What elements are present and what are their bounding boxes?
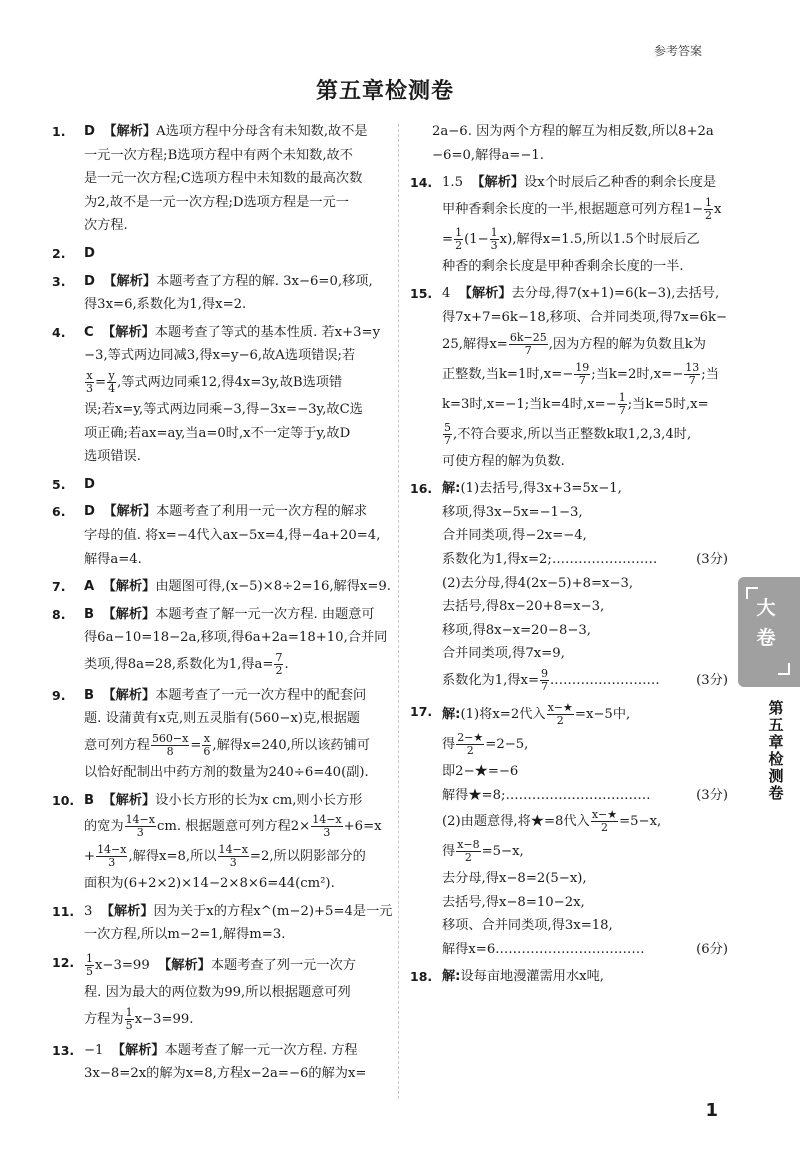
text-line: 本题考查了利用一元一次方程的解求 (156, 504, 368, 520)
fraction: $\frac{x-8}{2}$ (457, 838, 480, 865)
answer-value: 1.5 (442, 175, 463, 191)
text-seg: ,解得x=8,所以 (128, 849, 217, 865)
question-15 (410, 282, 728, 473)
fraction: $\frac{6k-25}{7}$ (509, 330, 547, 357)
question-number: 2. (52, 245, 66, 261)
fraction: $\frac{x-★}{2}$ (547, 700, 573, 727)
text-seg: x (714, 201, 722, 217)
text-line: 去分母,得7(x+1)=6(k−3),去括号, (511, 286, 720, 302)
page-number: 1 (705, 1100, 718, 1121)
text-seg: 解得x=6. (442, 941, 500, 957)
question-number: 3. (52, 273, 66, 289)
text-seg: ,等式两边同乘12,得4x=3y,故B选项错 (117, 374, 343, 390)
question-4 (52, 321, 390, 469)
side-char: 第 (768, 699, 784, 717)
fraction: $\frac{1}{5}$ (86, 952, 93, 979)
left-column (52, 120, 393, 1090)
text-seg: =5−x, (619, 814, 662, 830)
question-number: 8. (52, 606, 66, 622)
analysis-tag: 【解析】 (102, 324, 155, 340)
text-line: 合并同类项,得7x=9, (442, 646, 565, 662)
text-line: −3,等式两边同减3,得x=y−6,故A选项错误;若 (84, 348, 356, 364)
side-char: 检 (768, 750, 784, 768)
side-char: 卷 (768, 784, 784, 802)
answer-value: −1 (84, 1042, 104, 1058)
fraction: $\frac{14-x}{3}$ (125, 813, 155, 840)
text-line: 字母的值. 将x=−4代入ax−5x=4,得−4a+20=4, (84, 527, 381, 543)
text-seg: 系数化为1,得x= (442, 672, 540, 688)
text-seg: +6=x (343, 819, 382, 835)
answer-letter: D (84, 124, 95, 139)
fraction: $\frac{1}{3}$ (490, 225, 498, 252)
text-seg: ;当k=5时,x= (627, 396, 709, 412)
text-line: A选项方程中分母含有未知数,故不是 (156, 124, 368, 139)
text-seg: 系数化为1,得x=2; (442, 551, 552, 567)
question-16 (410, 477, 728, 696)
answer-letter: C (84, 324, 94, 340)
fraction: $\frac{13}{7}$ (685, 360, 700, 387)
text-seg: (1− (464, 231, 489, 247)
text-seg: ;当k=2时,x=− (591, 366, 684, 382)
text-line: 合并同类项,得−2x=−4, (442, 528, 587, 544)
answer-letter: D (84, 245, 95, 261)
question-13-continued (410, 120, 728, 167)
text-line: 因为关于x的方程x^(m−2)+5=4是一元 (153, 903, 393, 919)
text-seg: 解得★=8; (442, 787, 506, 803)
fraction: $\frac{x}{3}$ (86, 368, 93, 395)
analysis-tag: 【解析】 (103, 124, 157, 139)
text-line: 一次方程,所以m−2=1,解得m=3. (84, 927, 286, 943)
question-18 (410, 965, 728, 989)
text-line: 题. 设蒲黄有x克,则五灵脂有(560−x)克,根据题 (84, 711, 360, 727)
text-line: 选项错误. (84, 449, 141, 465)
text-line: 由题图可得,(x−5)×8÷2=16,解得x=9. (155, 579, 392, 595)
text-line: 得6a−10=18−2a,移项,得6a+2a=18+10,合并同 (84, 630, 388, 646)
text-line: 得3x=6,系数化为1,得x=2. (84, 297, 247, 313)
text-seg: ,不符合要求,所以当正整数k取1,2,3,4时, (453, 426, 692, 442)
text-line: −6=0,解得a=−1. (432, 147, 544, 163)
text-line: 去括号,得8x−20+8=x−3, (442, 599, 605, 615)
text-line: 移项,得3x−5x=−1−3, (442, 504, 583, 520)
question-number: 5. (52, 476, 66, 492)
text-line: 种香的剩余长度是甲种香剩余长度的一半. (442, 258, 684, 274)
fraction: $\frac{1}{2}$ (455, 225, 463, 252)
question-11 (52, 900, 393, 947)
text-seg: 甲种香剩余长度的一半,根据题意可列方程1− (442, 201, 704, 217)
score: (3分) (696, 672, 728, 688)
question-9 (52, 684, 390, 785)
text-seg: ,因为方程的解为负数且k为 (548, 336, 706, 352)
text-line: 去括号,得x−8=10−2x, (442, 894, 585, 910)
text-line: 为2,故不是一元一次方程;D选项方程是一元一 (84, 194, 349, 210)
answer-letter: D (84, 476, 95, 492)
answer-value: x−3=99 (95, 958, 150, 974)
text-seg: =2,所以阴影部分的 (249, 849, 366, 865)
text-line: 去分母,得x−8=2(5−x), (442, 871, 587, 887)
text-line: 次方程. (84, 218, 128, 234)
answer-letter: B (84, 792, 95, 808)
side-char: 测 (768, 767, 784, 785)
text-line: 一元一次方程;B选项方程中有两个未知数,故不 (84, 147, 353, 163)
analysis-tag: 【解析】 (158, 958, 211, 974)
fraction: $\frac{14-x}{3}$ (97, 843, 127, 870)
analysis-tag: 【解析】 (458, 286, 512, 302)
text-line: 本题考查了等式的基本性质. 若x+3=y (154, 324, 381, 340)
side-char: 章 (768, 733, 784, 751)
text-seg: x−3=99. (134, 1011, 194, 1027)
question-1 (52, 120, 390, 238)
score: (3分) (696, 787, 728, 803)
text-seg: = (95, 374, 107, 390)
question-number: 7. (52, 579, 66, 595)
dot-leader: …………………………… (499, 941, 645, 957)
text-seg: 得 (442, 736, 456, 752)
text-seg: =2−5, (485, 736, 529, 752)
question-number: 16. (410, 481, 433, 497)
answer-value: 4 (442, 286, 451, 302)
solution-tag: 解: (442, 706, 461, 722)
text-seg: ,解得x=240,所以该药铺可 (212, 738, 370, 754)
fraction: $\frac{19}{7}$ (575, 360, 590, 387)
text-seg: 方程为 (84, 1011, 124, 1027)
answer-letter: D (84, 504, 95, 520)
analysis-tag: 【解析】 (111, 1042, 165, 1058)
fraction: $\frac{1}{7}$ (618, 390, 626, 417)
question-number: 6. (52, 504, 66, 520)
text-seg: 本题考查了列一元一次方 (210, 958, 356, 974)
question-number: 11. (52, 903, 75, 919)
text-seg: (2)由题意得,将★=8代入 (442, 814, 590, 830)
fraction: $\frac{9}{7}$ (541, 666, 549, 693)
text-line: 以恰好配制出中药方剂的数量为240÷6=40(副). (84, 765, 369, 781)
fraction: $\frac{1}{2}$ (705, 195, 713, 222)
text-line: 本题考查了方程的解. 3x−6=0,移项, (156, 273, 373, 289)
fraction: $\frac{2-★}{2}$ (457, 730, 484, 757)
dot-leader: …………………………… (505, 787, 651, 803)
analysis-tag: 【解析】 (103, 273, 157, 289)
text-line: 可使方程的解为负数. (442, 453, 565, 469)
question-number: 12. (52, 955, 75, 971)
question-10 (52, 789, 390, 896)
text-line: 本题考查了一元一次方程中的配套问 (155, 687, 367, 703)
text-line: (2)去分母,得4(2x−5)+8=x−3, (442, 575, 634, 591)
score: (6分) (696, 941, 728, 957)
text-seg: cm. 根据题意可列方程2× (156, 819, 311, 835)
question-13 (52, 1039, 390, 1086)
text-seg: k=3时,x=−1;当k=4时,x=− (442, 396, 617, 412)
text-line: 设小长方形的长为x cm,则小长方形 (155, 792, 363, 808)
question-number: 4. (52, 324, 66, 340)
question-number: 1. (52, 124, 66, 139)
question-2 (52, 242, 390, 266)
fraction: $\frac{560-x}{8}$ (151, 732, 189, 759)
fraction: $\frac{5}{7}$ (444, 420, 451, 447)
answer-letter: B (84, 687, 95, 703)
text-seg: 的宽为 (84, 819, 124, 835)
bracket-decoration (778, 663, 790, 675)
text-seg: 类项,得8a=28,系数化为1,得a= (84, 656, 274, 672)
chapter-side-label (766, 700, 786, 802)
text-seg: =5−x, (481, 844, 524, 860)
analysis-tag: 【解析】 (102, 579, 156, 595)
side-tab-label: 大 卷 (756, 597, 776, 649)
text-line: 3x−8=2x的解为x=8,方程x−2a=−6的解为x= (84, 1066, 367, 1082)
solution-tag: 解: (442, 481, 461, 497)
text-seg: =x−5中, (574, 706, 631, 722)
question-17 (410, 700, 728, 962)
text-seg: (1)将x=2代入 (460, 706, 546, 722)
text-seg: x),解得x=1.5,所以1.5个时辰后乙 (499, 231, 700, 247)
fraction: $\frac{14-x}{3}$ (218, 843, 248, 870)
text-seg: 设每亩地漫灌需用水x吨, (460, 969, 604, 985)
page-title: 第五章检测卷 (315, 79, 454, 104)
text-line: 得7x+7=6k−18,移项、合并同类项,得7x=6k− (442, 309, 728, 325)
text-line: 本题考查了解一元一次方程. 由题意可 (155, 606, 375, 622)
question-14 (410, 171, 728, 278)
text-line: 是一元一次方程;C选项方程中未知数的最高次数 (84, 171, 363, 187)
side-char: 五 (768, 716, 784, 734)
analysis-tag: 【解析】 (102, 792, 156, 808)
question-number: 17. (410, 703, 433, 719)
question-number: 9. (52, 687, 66, 703)
dot-leader: …………………… (551, 551, 658, 567)
answer-letter: B (84, 606, 95, 622)
question-number: 18. (410, 969, 433, 985)
question-6 (52, 500, 390, 571)
fraction: $\frac{7}{2}$ (275, 650, 283, 677)
text-line: 项正确;若ax=ay,当a=0时,x不一定等于y,故D (84, 425, 351, 441)
text-seg: . (550, 672, 555, 688)
text-seg: = (442, 231, 454, 247)
text-seg: 得 (442, 844, 456, 860)
text-seg: 意可列方程 (84, 738, 150, 754)
fraction: $\frac{y}{4}$ (108, 368, 116, 395)
text-line: 移项,得8x−x=20−8−3, (442, 622, 591, 638)
question-number: 14. (410, 175, 433, 191)
answer-value: 3 (84, 903, 93, 919)
text-seg: . (284, 656, 289, 672)
analysis-tag: 【解析】 (103, 504, 157, 520)
section-label: 参考答案 (653, 44, 702, 58)
text-line: 本题考查了解一元一次方程. 方程 (164, 1042, 358, 1058)
text-line: 即2−★=−6 (442, 763, 519, 779)
fraction: $\frac{14-x}{3}$ (312, 813, 342, 840)
column-divider (398, 124, 399, 1099)
text-seg: + (84, 849, 96, 865)
solution-tag: 解: (442, 969, 461, 985)
fraction: $\frac{x}{6}$ (203, 732, 211, 759)
question-8 (52, 603, 390, 680)
fraction: $\frac{x-★}{2}$ (591, 808, 618, 835)
text-line: 解得a=4. (84, 551, 142, 567)
analysis-tag: 【解析】 (471, 175, 525, 191)
analysis-tag: 【解析】 (102, 687, 156, 703)
text-seg: = (190, 738, 202, 754)
text-line: 面积为(6+2×2)×14−2×8×6=44(cm²). (84, 876, 335, 892)
question-7 (52, 575, 390, 599)
dot-leader: …………………… (554, 672, 660, 688)
text-line: 移项、合并同类项,得3x=18, (442, 918, 613, 934)
question-3 (52, 270, 390, 317)
text-seg: 25,解得x= (442, 336, 508, 352)
text-seg: (1)去括号,得3x+3=5x−1, (460, 481, 622, 497)
text-seg: 正整数,当k=1时,x=− (442, 366, 574, 382)
right-column (410, 120, 728, 993)
question-number: 13. (52, 1042, 75, 1058)
text-line: 程. 因为最大的两位数为99,所以根据题意可列 (84, 985, 351, 1001)
question-number: 10. (52, 792, 75, 808)
text-line: 误;若x=y,等式两边同乘−3,得−3x=−3y,故C选 (84, 401, 363, 417)
text-seg: ;当 (701, 366, 719, 382)
text-line: 2a−6. 因为两个方程的解互为相反数,所以8+2a (432, 124, 714, 139)
analysis-tag: 【解析】 (100, 903, 154, 919)
question-number: 15. (410, 286, 433, 302)
answer-letter: A (84, 579, 95, 595)
text-line: 设x个时辰后乙种香的剩余长度是 (524, 175, 717, 191)
answer-letter: D (84, 273, 95, 289)
fraction: $\frac{1}{5}$ (125, 1005, 133, 1032)
analysis-tag: 【解析】 (102, 606, 156, 622)
question-5 (52, 473, 390, 497)
side-tab (738, 577, 800, 687)
score: (3分) (696, 551, 728, 567)
question-12 (52, 951, 390, 1035)
